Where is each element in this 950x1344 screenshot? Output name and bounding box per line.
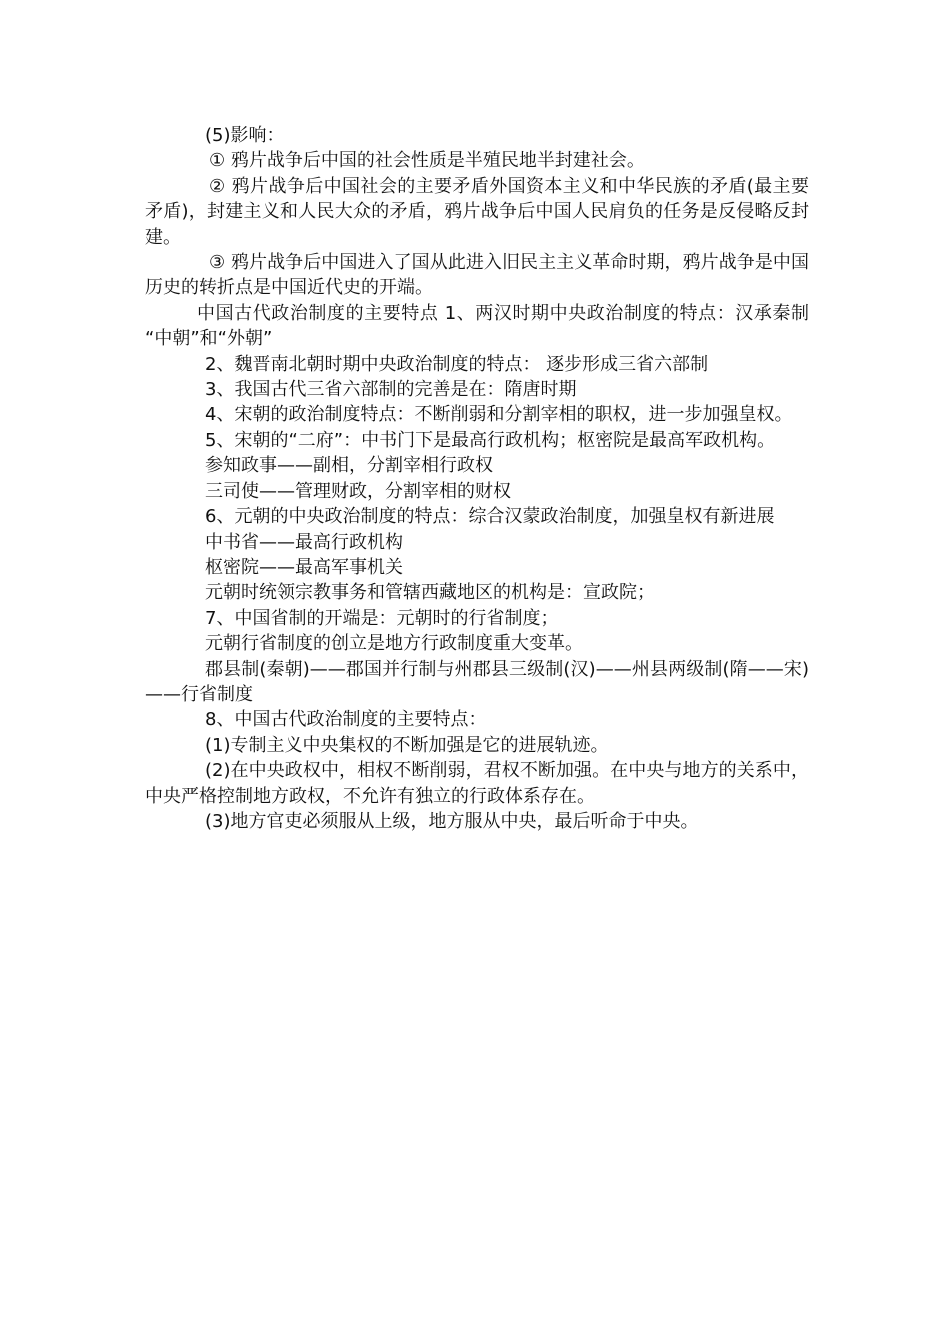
paragraph-zhongshu-sheng: 中书省——最高行政机构 bbox=[205, 531, 403, 553]
paragraph-ancient-politics-intro: 中国古代政治制度的主要特点 1、两汉时期中央政治制度的特点：汉承秦制 “中朝”和“外朝” bbox=[145, 302, 809, 350]
paragraph-feature-3: (3)地方官吏必须服从上级，地方服从中央，最后听命于中央。 bbox=[205, 810, 699, 832]
paragraph-shumi-yuan: 枢密院——最高军事机关 bbox=[205, 556, 403, 578]
paragraph-point-8: 8、中国古代政治制度的主要特点： bbox=[205, 709, 487, 731]
paragraph-influence-3: ③ 鸦片战争后中国进入了国从此进入旧民主主义革命时期，鸦片战争是中国历史的转折点是中国近代史的开端。 bbox=[145, 252, 809, 299]
paragraph-influence-1: ① 鸦片战争后中国的社会性质是半殖民地半封建社会。 bbox=[209, 150, 645, 172]
paragraph-xingsheng-reform: 元朝行省制度的创立是地方行政制度重大变革。 bbox=[205, 633, 583, 655]
paragraph-sansi-shi: 三司使——管理财政，分割宰相的财权 bbox=[205, 480, 511, 502]
paragraph-influence-heading: (5)影响： bbox=[205, 125, 285, 146]
paragraph-point-7: 7、中国省制的开端是：元朝时的行省制度； bbox=[205, 607, 559, 629]
paragraph-canzhi-zhengshi: 参知政事——副相，分割宰相行政权 bbox=[205, 455, 493, 477]
paragraph-feature-1: (1)专制主义中央集权的不断加强是它的进展轨迹。 bbox=[205, 734, 609, 756]
paragraph-point-6: 6、元朝的中央政治制度的特点：综合汉蒙政治制度，加强皇权有新进展 bbox=[205, 506, 775, 528]
paragraph-point-2: 2、魏晋南北朝时期中央政治制度的特点： 逐步形成三省六部制 bbox=[205, 353, 709, 375]
document-body bbox=[145, 123, 809, 834]
paragraph-feature-2: (2)在中央政权中，相权不断削弱，君权不断加强。在中央与地方的关系中，中央严格控制地方政权，不允许有独立的行政体系存在。 bbox=[145, 760, 809, 807]
paragraph-point-5: 5、宋朝的“二府”：中书门下是最高行政机构；枢密院是最高军政机构。 bbox=[205, 429, 776, 451]
paragraph-influence-2: ② 鸦片战争后中国社会的主要矛盾外国资本主义和中华民族的矛盾(最主要矛盾)，封建主义和人民大众的矛盾，鸦片战争后中国人民肩负的任务是反侵略反封建。 bbox=[145, 175, 809, 248]
paragraph-point-3: 3、我国古代三省六部制的完善是在：隋唐时期 bbox=[205, 379, 577, 401]
paragraph-local-system-evolution: 郡县制(秦朝)——郡国并行制与州郡县三级制(汉)——州县两级制(隋——宋)——行省制度 bbox=[145, 658, 809, 705]
paragraph-point-4: 4、宋朝的政治制度特点：不断削弱和分割宰相的职权，进一步加强皇权。 bbox=[205, 404, 793, 426]
paragraph-xuanzheng-yuan: 元朝时统领宗教事务和管辖西藏地区的机构是：宣政院； bbox=[205, 582, 655, 604]
